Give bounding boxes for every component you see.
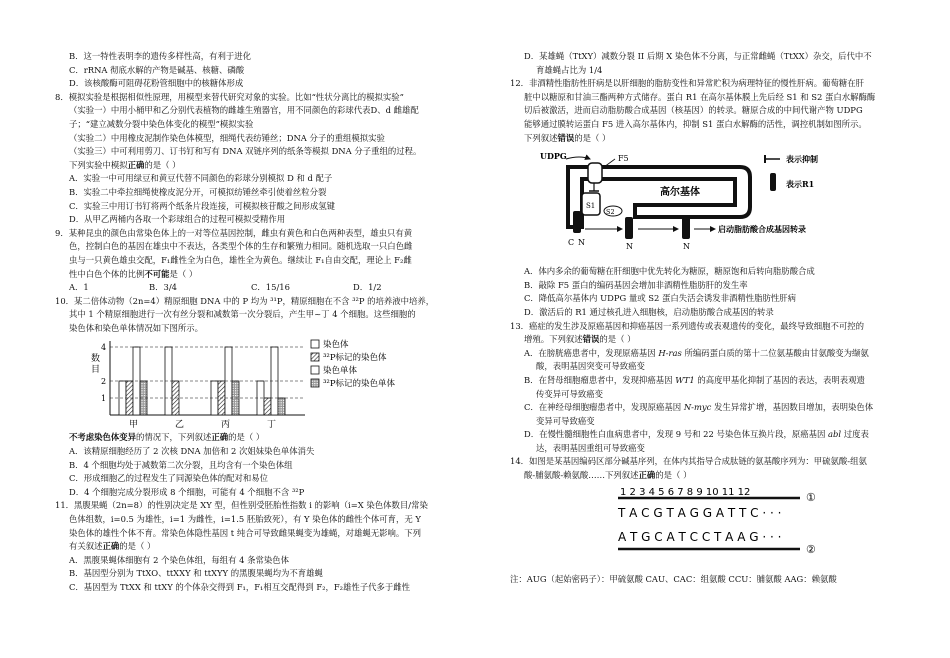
c-label: C (568, 238, 575, 248)
r1-legend-label: 表示R1 (786, 179, 815, 190)
q10-option-d: D．4 个细胞完成分裂形成 8 个细胞，可能有 4 个细胞不含 ³²P (69, 486, 305, 497)
q12-stem-line: 能够通过膜转运蛋白 F5 进入高尔基体内，抑制 S1 蛋白水解酶的活性，调控机制如图所示。 (524, 118, 867, 129)
q13-c-tail: 发生异常扩增，基因数目增加，表明染色体 (711, 402, 874, 413)
q9-options (55, 281, 465, 295)
q11-stem-line: 染色体的雄性个体不育。常染色体隐性基因 t 纯合可导致雌果蝇变为雄蝇，对雄蝇无影响。下列 (69, 527, 422, 538)
q8-number: 8． (55, 91, 69, 102)
question-11 (55, 499, 465, 594)
legend-swatch (311, 340, 319, 348)
legend-swatch (311, 379, 319, 387)
q9-stem-line: 虫与一只黄色雄虫交配，F₁雌性全为白色，雄性全为黄色。继续让 F₁自由交配，理论上 F₂雌 (69, 254, 412, 265)
transcribe-label: 启动脂肪酸合成基因转录 (718, 224, 806, 235)
legend-label: ³²P标记的染色单体 (323, 379, 396, 390)
q14-prompt (510, 469, 905, 483)
position-numbers: 1 2 3 4 5 6 7 8 9 10 11 12 (620, 486, 751, 498)
q9-prompt-keyword: 不可能 (144, 268, 170, 279)
q13-option-b-cont: 传变异可导致癌变 (536, 388, 603, 399)
q13-a-tail: 所编码蛋白质的第十二位氨基酸由甘氨酸变为缬氨 (681, 347, 869, 358)
q8-stem-line: 子；“建立减数分裂中染色体变化的模型”模拟实验 (69, 118, 254, 129)
q10-stem-line: 其中 1 个精原细胞进行一次有丝分裂和减数第一次分裂后，产生甲~丁 4 个细胞。这些细胞的 (69, 309, 416, 320)
inhibit-legend-label: 表示抑制 (786, 154, 818, 165)
q9-option-a: A．1 (69, 282, 89, 293)
q8-prompt-tail: 的是（ ） (144, 159, 181, 170)
q8-stem-line: （实验二）中用橡皮泥制作染色体模型，细绳代表纺锤丝；DNA 分子的重组模拟实验 (69, 132, 385, 143)
q10-prompt-tail: 的是（ ） (228, 432, 265, 443)
q11-prompt-text: 有关叙述 (69, 541, 103, 552)
f5-label: F5 (618, 154, 629, 164)
q8-prompt-keyword: 正确 (127, 159, 145, 170)
q7-option-b: B．这一特性表明李的遗传多样性高，有利于进化 (69, 51, 252, 61)
question-8 (55, 91, 465, 227)
legend-swatch (311, 366, 319, 374)
codon-note: 注：AUG（起始密码子）：甲硫氨酸 CAU、CAC：组氨酸 CCU：脯氨酸 AAG：赖氨酸 (510, 573, 837, 584)
q13-stem-line: 癌症的发生涉及原癌基因和抑癌基因一系列遗传或表观遗传的变化，最终导致细胞不可控的 (529, 320, 865, 331)
y-tick-label: 2 (101, 377, 107, 387)
q13-c-text: C．在神经母细胞瘤患者中，发现原癌基因 (524, 402, 684, 413)
q13-option-d-cont: 达，表明基因重组可导致癌变 (536, 442, 645, 453)
q11-option-c: C．基因型为 TtXX 和 ttXY 的个体杂交得到 F₁，F₁相互交配得到 F₂，F₂雄性子代多于雌性 (69, 582, 411, 592)
y-tick-label: 1 (101, 394, 107, 404)
f5-transporter (588, 163, 602, 183)
r1-protein-active (682, 217, 690, 239)
n-label-3: N (683, 242, 690, 252)
q13-option-d (510, 428, 905, 442)
q12-option-c: C．降低高尔基体内 UDPG 量或 S2 蛋白失活会诱发非酒精性脂肪性肝病 (524, 293, 796, 304)
q11-prompt-tail: 的是（ ） (119, 541, 156, 552)
golgi-diagram-svg (510, 145, 905, 265)
q14-stem-line: 如图是某基因编码区部分碱基序列，在体内其指导合成肽链的氨基酸序列为：甲硫氨酸-组氨 (529, 456, 867, 467)
q7-option-c: C．rRNA 彻底水解的产物是碱基、核糖、磷酸 (69, 64, 245, 75)
q13-prompt-text: 增殖。下列叙述 (524, 334, 583, 345)
q8-stem-line: 模拟实验是根据相似性原理，用模型来替代研究对象的实验。比如“性状分离比的模拟实验” (68, 91, 404, 102)
right-column (510, 50, 905, 586)
golgi-label: 高尔基体 (660, 187, 700, 199)
question-13 (510, 320, 905, 456)
x-tick-label: 甲 (129, 420, 139, 431)
q10-stem-line: 某二倍体动物（2n=4）精原细胞 DNA 中的 P 均为 ³¹P，精原细胞在不含 ³²P 的培养液中培养， (74, 295, 435, 306)
q8-option-b: B．实验二中牵拉细绳使橡皮泥分开，可模拟纺锤丝牵引使着丝粒分裂 (69, 186, 327, 197)
strand-1-mark: ① (806, 490, 816, 504)
x-tick-label: 丙 (221, 420, 231, 431)
q10-prompt-text: 的情况下，下列叙述 (136, 432, 212, 443)
q12-option-b: B．敲除 F5 蛋白的编码基因会增加非酒精性脂肪肝的发生率 (524, 279, 748, 290)
q13-option-c-cont: 变异可导致癌变 (536, 415, 595, 426)
q8-option-c: C．实验三中用订书钉将两个纸条片段连接，可模拟核苷酸之间形成氢键 (69, 200, 336, 211)
q7-option-d: D．该核酸酶可阻碍花粉管细胞中的核糖体形成 (69, 78, 244, 89)
q9-stem-line: 色，控制白色的基因在雄虫中不表达，各类型个体的生存和繁殖力相同。随机选取一只白色雌 (69, 241, 413, 252)
q13-d-tail: 过度表 (841, 429, 869, 440)
q13-c-gene: N-myc (683, 402, 712, 413)
q12-number: 12． (510, 78, 530, 89)
bar-丁-1 (264, 398, 271, 415)
bar-丁-3 (278, 398, 285, 415)
q10-option-c: C．形成细胞乙的过程发生了同源染色体的配对和易位 (69, 473, 269, 484)
q9-prompt (55, 268, 465, 282)
q8-option-d: D．从甲乙两桶内各取一个彩球组合的过程可模拟受精作用 (69, 214, 286, 225)
q13-option-a-cont: 酸，表明基因突变可导致癌变 (536, 361, 645, 372)
question-12 (510, 77, 905, 319)
legend-label: 染色体 (323, 340, 349, 351)
s2-label: S2 (606, 208, 615, 217)
y-axis-label-char: 数 (91, 354, 101, 365)
q13-prompt-keyword: 错误 (582, 334, 600, 345)
strand-1-sequence: T A C G T A G G A T T C · · · (618, 505, 782, 520)
q10-prompt-bold: 不考虑染色体变异 (69, 432, 136, 443)
q10-prompt-keyword: 正确 (211, 432, 229, 443)
q13-prompt-tail: 的是（ ） (599, 334, 636, 345)
q10-stem-line: 染色体和染色单体情况如下图所示。 (69, 322, 203, 333)
left-column (55, 50, 465, 595)
q12-prompt-text: 下列叙述 (524, 132, 558, 143)
n-label-1: N (578, 238, 585, 248)
q9-option-d: D．1/2 (353, 282, 382, 293)
q12-prompt-keyword: 错误 (557, 132, 575, 143)
y-tick-label: 4 (101, 343, 107, 353)
q10-number: 10． (55, 295, 75, 306)
q14-number: 14． (510, 456, 530, 467)
x-tick-label: 乙 (175, 420, 185, 431)
x-tick-label: 丁 (267, 420, 277, 431)
q8-option-a: A．实验一中可用绿豆和黄豆代替不同颜色的彩球分别模拟 D 和 d 配子 (69, 173, 333, 184)
q14-prompt-tail: 的是（ ） (655, 470, 692, 481)
q13-a-gene: H-ras (658, 347, 682, 358)
udpg-label: UDPG (540, 151, 567, 162)
q12-option-a: A．体内多余的葡萄糖在肝细胞中优先转化为糖原，糖原饱和后转向脂肪酸合成 (524, 266, 815, 277)
dna-sequence-svg (510, 483, 905, 573)
q10-option-b: B．4 个细胞均处于减数第二次分裂，且均含有一个染色体组 (69, 459, 293, 470)
q12-stem-line: 脏中以糖原和甘油三酯两种方式储存。蛋白 R1 在高尔基体膜上先后经 S1 和 S2 蛋白水解酶酶 (524, 91, 876, 102)
q10-option-a: A．该精原细胞经历了 2 次核 DNA 加倍和 2 次姐妹染色单体消失 (69, 446, 315, 457)
q11-option-b: B．基因型分别为 TtXO、ttXXY 和 ttXYY 的黑腹果蝇均为不育雄蝇 (69, 568, 323, 579)
n-label-2: N (626, 242, 633, 252)
strand-2-mark: ② (806, 542, 816, 556)
q13-d-text: D．在慢性髓细胞性白血病患者中，发现 9 号和 22 号染色体互换片段，原癌基因 (524, 429, 829, 440)
q13-d-gene: abl (828, 429, 842, 440)
strand-2-sequence: A T G C A T C C T A A G · · · (618, 529, 782, 544)
q10-bar-chart (55, 335, 465, 431)
q9-number: 9． (55, 227, 69, 238)
udpg-arrow (566, 157, 590, 159)
q12-stem-line: 切后被激活，进而启动脂肪酸合成基因（核基因）的转录。糖原合成的中间代谢产物 UDPG (524, 105, 863, 116)
legend-label: 染色单体 (323, 366, 358, 377)
q13-option-a (510, 347, 905, 361)
q13-b-text: B．在肾母细胞瘤患者中，发现抑癌基因 (524, 374, 676, 385)
r1-protein-membrane (573, 211, 581, 233)
s1-label: S1 (586, 202, 596, 211)
q11-option-d-cont: 育雄蝇占比为 1/4 (536, 64, 603, 75)
y-axis-label-char: 目 (91, 365, 101, 376)
q11-option-a: A．黑腹果蝇体细胞有 2 个染色体组，每组有 4 条常染色体 (69, 554, 289, 565)
golgi-diagram (510, 145, 905, 265)
q12-stem-line: 非酒精性脂肪性肝病是以肝细胞的脂肪变性和异常贮积为病理特征的慢性肝病。葡萄糖在肝 (529, 78, 865, 89)
q11-prompt-keyword: 正确 (102, 541, 120, 552)
q13-b-gene: WT1 (675, 374, 695, 385)
question-14 (510, 455, 905, 586)
q9-prompt-text: 性中白色个体的比例 (69, 268, 145, 279)
q12-prompt (510, 132, 905, 146)
q12-option-d: D．激活后的 R1 通过核孔进入细胞核，启动脂肪酸合成基因的转录 (524, 306, 774, 317)
r1-legend-icon (770, 173, 776, 191)
q11-stem-line: 黑腹果蝇（2n=8）的性别决定是 XY 型，但性别受胚胎性指数 i 的影响（i=X 染色体数目/常染 (74, 500, 428, 511)
legend-swatch (311, 353, 319, 361)
q9-stem-line: 某种昆虫的颜色由常染色体上的一对等位基因控制，雌虫有黄色和白色两种表型，雄虫只有黄 (68, 227, 413, 238)
q11-prompt (55, 540, 465, 554)
chart-svg (55, 335, 455, 431)
q11-stem-line: 色体组数，i=0.5 为雄性，i=1 为雌性，i=1.5 胚胎致死），有 Y 染色体的雌性个体可育，无 Y (69, 514, 421, 525)
q8-prompt (55, 159, 465, 173)
q13-b-tail: 的高度甲基化抑制了基因的表达，表明表观遗 (694, 374, 865, 385)
legend-label: ³²P标记的染色体 (323, 353, 387, 364)
q10-prompt (55, 431, 465, 445)
q13-option-c (510, 401, 905, 415)
q13-prompt (510, 333, 905, 347)
q12-prompt-tail: 的是（ ） (574, 132, 611, 143)
q8-prompt-text: 下列实验中模拟 (69, 159, 128, 170)
q9-option-b: B．3/4 (149, 282, 178, 293)
question-10 (55, 295, 465, 500)
q14-prompt-text: 酸-脯氨酸-赖氨酸……下列叙述 (524, 470, 639, 481)
q13-number: 13． (510, 320, 530, 331)
q11-option-d: D．某雄蝇（TtXY）减数分裂 II 后期 X 染色体不分离，与正常雌蝇（TtXX）杂交，后代中不 (524, 51, 872, 61)
dna-sequence-figure (510, 483, 905, 573)
q9-option-c: C．15/16 (251, 282, 290, 293)
q13-a-text: A．在膀胱癌患者中，发现原癌基因 (524, 347, 659, 358)
q9-prompt-tail: 是（ ） (169, 268, 198, 279)
q8-stem-line: （实验三）中可利用剪刀、订书钉和写有 DNA 双链序列的纸条等模拟 DNA 分子重组的过程。 (69, 146, 422, 157)
q11-number: 11． (55, 500, 75, 511)
q8-stem-line: （实验一）中用小桶甲和乙分别代表植物的雌雄生殖器官，用不同颜色的彩球代表D、d 雌雄配 (69, 105, 419, 116)
question-9 (55, 227, 465, 295)
q13-option-b (510, 374, 905, 388)
r1-protein-cleaved (625, 217, 633, 239)
q14-prompt-keyword: 正确 (638, 470, 656, 481)
